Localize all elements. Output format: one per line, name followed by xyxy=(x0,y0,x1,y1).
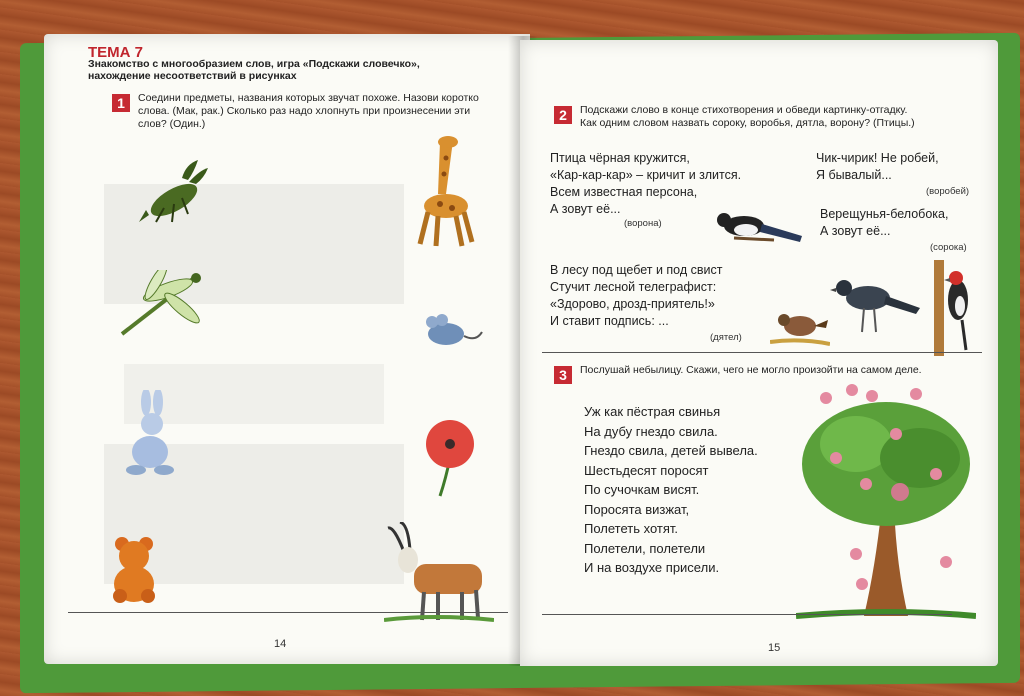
poem-magpie: Верещунья-белобока, А зовут её... xyxy=(820,207,949,238)
page-divider-right xyxy=(542,614,952,615)
answer-crow: (ворона) xyxy=(624,218,662,229)
theme-title: ТЕМА 7 xyxy=(88,44,144,61)
teddy-bear-picture xyxy=(104,534,164,604)
goat-picture xyxy=(384,522,494,622)
theme-subtitle: Знакомство с многообразием слов, игра «Подскажи словечко», нахождение несоответствий в рисунках xyxy=(88,58,420,82)
right-page xyxy=(520,40,998,666)
page-number-left: 14 xyxy=(274,638,287,650)
answer-sparrow: (воробей) xyxy=(926,186,970,197)
answer-woodpecker: (дятел) xyxy=(710,332,742,343)
rabbit-picture xyxy=(116,390,186,480)
woodpecker-picture xyxy=(926,260,976,356)
giraffe-picture xyxy=(410,134,480,254)
mouse-picture xyxy=(414,312,484,352)
task-number-1: 1 xyxy=(112,94,130,112)
poem-crow: Птица чёрная кружится, «Кар-кар-кар» – кричит и злится. Всем известная персона, А зовут её... xyxy=(550,151,742,216)
page-number-right: 15 xyxy=(768,642,781,654)
task-2-instruction: Подскажи слово в конце стихотворения и обведи картинку-отгадку. Как одним словом назвать сороку, воробья, дятла, ворону? (Птицы.) xyxy=(580,104,915,129)
task-number-2: 2 xyxy=(554,106,572,124)
sparrow-picture xyxy=(770,308,830,348)
task-number-3: 3 xyxy=(554,366,572,384)
crayfish-picture xyxy=(134,160,214,230)
magpie-picture xyxy=(714,206,804,246)
task-1-instruction: Соедини предметы, названия которых звучат похоже. Назови коротко слова. (Мак, рак.) Сколько раз надо хлопнуть при произнесении эти слов? (Один.) xyxy=(138,92,479,130)
tree-with-pigs-picture xyxy=(796,384,976,624)
task-divider xyxy=(542,352,982,353)
page-divider-left xyxy=(68,612,508,613)
poppy-picture xyxy=(420,418,480,498)
poem-woodpecker: В лесу под щебет и под свист Стучит лесной телеграфист: «Здорово, дрозд-приятель!» И ставит подпись: ... xyxy=(550,263,723,328)
left-page xyxy=(44,34,530,664)
poem-sparrow: Чик-чирик! Не робей, Я бывалый... xyxy=(816,151,939,182)
dragonfly-picture xyxy=(116,270,206,340)
answer-magpie: (сорока) xyxy=(930,242,967,253)
crow-picture xyxy=(830,276,920,336)
task-3-instruction: Послушай небылицу. Скажи, чего не могло произойти на самом деле. xyxy=(580,364,922,376)
poem-pig: Уж как пёстрая свинья На дубу гнездо свила. Гнездо свила, детей вывела. Шестьдесят поросят По сучочкам висят. Поросята визжат, Полететь хотят. Полетели, полетели И на воздухе присели. xyxy=(584,404,758,575)
